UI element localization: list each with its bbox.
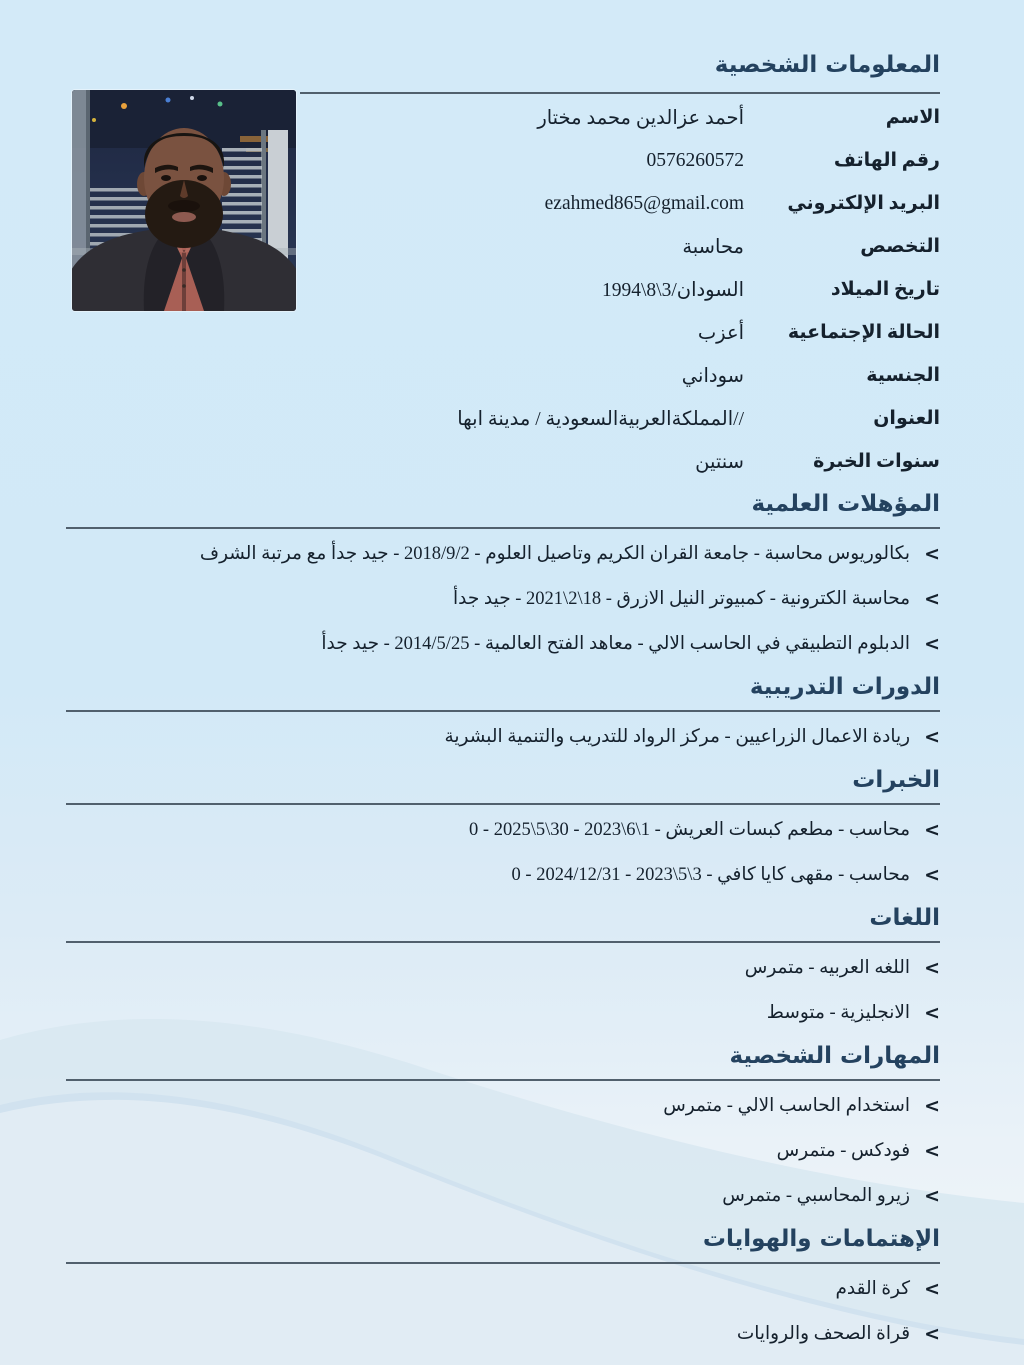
sections bbox=[66, 483, 940, 1356]
chevron-bullet-icon: < bbox=[924, 1094, 940, 1117]
list-item bbox=[66, 576, 940, 621]
field-label: تاريخ الميلاد bbox=[830, 279, 940, 300]
list-item-text: الانجليزية - متوسط bbox=[766, 1002, 911, 1023]
section-items bbox=[66, 1264, 940, 1356]
field-value: ezahmed865@gmail.com bbox=[544, 192, 744, 214]
field-label: رقم الهاتف bbox=[833, 150, 940, 171]
list-item-text: محاسبة الكترونية - كمبيوتر النيل الازرق - 18\2\2021 - جيد جدأ bbox=[452, 588, 911, 609]
section-items bbox=[66, 529, 940, 666]
cv-section bbox=[66, 1035, 940, 1218]
field-value: أعزب bbox=[697, 322, 744, 344]
section-title: الإهتمامات والهوايات bbox=[702, 1226, 940, 1252]
list-item bbox=[66, 1311, 940, 1356]
list-item bbox=[66, 1266, 940, 1311]
list-item-text: بكالوريوس محاسبة - جامعة القران الكريم وتاصيل العلوم - 2018/9/2 - جيد جدأ مع مرتبة الشرف bbox=[199, 543, 911, 564]
section-items bbox=[66, 943, 940, 1035]
personal-field-row bbox=[66, 397, 940, 440]
cv-section bbox=[66, 1218, 940, 1356]
field-label: الاسم bbox=[885, 107, 940, 128]
list-item bbox=[66, 714, 940, 759]
personal-field-row bbox=[66, 440, 940, 483]
cv-section bbox=[66, 483, 940, 666]
field-label: الجنسية bbox=[866, 365, 940, 386]
personal-field-row bbox=[66, 354, 940, 397]
list-item bbox=[66, 852, 940, 897]
personal-field-row bbox=[66, 311, 940, 354]
cv-section bbox=[66, 666, 940, 759]
section-title: المهارات الشخصية bbox=[729, 1043, 940, 1069]
field-value: سوداني bbox=[681, 365, 744, 387]
list-item-text: كرة القدم bbox=[835, 1278, 911, 1299]
field-value: سنتين bbox=[695, 451, 744, 473]
chevron-bullet-icon: < bbox=[924, 956, 940, 979]
field-label: سنوات الخبرة bbox=[813, 451, 940, 472]
section-title: اللغات bbox=[869, 905, 940, 931]
list-item bbox=[66, 1173, 940, 1218]
field-value: أحمد عزالدين محمد مختار bbox=[537, 107, 744, 129]
section-items bbox=[66, 1081, 940, 1218]
list-item bbox=[66, 990, 940, 1035]
chevron-bullet-icon: < bbox=[924, 1277, 940, 1300]
field-value: //المملكةالعربيةالسعودية / مدينة ابها bbox=[457, 408, 744, 430]
cv-section bbox=[66, 897, 940, 1035]
field-value: محاسبة bbox=[682, 236, 744, 258]
portrait-illustration bbox=[72, 90, 296, 311]
chevron-bullet-icon: < bbox=[924, 632, 940, 655]
list-item bbox=[66, 807, 940, 852]
field-value: 0576260572 bbox=[646, 149, 744, 171]
personal-info-title: المعلومات الشخصية bbox=[714, 52, 940, 78]
chevron-bullet-icon: < bbox=[924, 725, 940, 748]
chevron-bullet-icon: < bbox=[924, 542, 940, 565]
chevron-bullet-icon: < bbox=[924, 1184, 940, 1207]
list-item-text: فودكس - متمرس bbox=[776, 1140, 911, 1161]
cv-section bbox=[66, 759, 940, 897]
list-item-text: اللغه العربيه - متمرس bbox=[744, 957, 911, 978]
field-label: العنوان bbox=[873, 408, 940, 429]
chevron-bullet-icon: < bbox=[924, 587, 940, 610]
chevron-bullet-icon: < bbox=[924, 1139, 940, 1162]
chevron-bullet-icon: < bbox=[924, 818, 940, 841]
section-title: الخبرات bbox=[852, 767, 940, 793]
list-item bbox=[66, 945, 940, 990]
section-title: الدورات التدريبية bbox=[749, 674, 940, 700]
field-label: التخصص bbox=[860, 236, 940, 257]
section-items bbox=[66, 805, 940, 897]
list-item-text: محاسب - مطعم كبسات العريش - 1\6\2023 - 30\5\2025 - 0 bbox=[469, 819, 911, 840]
field-label: الحالة الإجتماعية bbox=[787, 322, 940, 343]
list-item bbox=[66, 1128, 940, 1173]
section-title: المؤهلات العلمية bbox=[751, 491, 940, 517]
list-item-text: زيرو المحاسبي - متمرس bbox=[722, 1185, 911, 1206]
list-item-text: الدبلوم التطبيقي في الحاسب الالي - معاهد الفتح العالمية - 2014/5/25 - جيد جدأ bbox=[321, 633, 911, 654]
field-value: السودان/3\8\1994 bbox=[601, 279, 744, 301]
profile-photo bbox=[72, 90, 296, 311]
list-item-text: محاسب - مقهى كايا كافي - 3\5\2023 - 2024/12/31 - 0 bbox=[511, 864, 911, 885]
list-item-text: استخدام الحاسب الالي - متمرس bbox=[663, 1095, 911, 1116]
list-item bbox=[66, 621, 940, 666]
section-items bbox=[66, 712, 940, 759]
field-label: البريد الإلكتروني bbox=[787, 193, 940, 214]
list-item-text: ريادة الاعمال الزراعيين - مركز الرواد للتدريب والتنمية البشرية bbox=[444, 726, 911, 747]
chevron-bullet-icon: < bbox=[924, 863, 940, 886]
chevron-bullet-icon: < bbox=[924, 1001, 940, 1024]
list-item bbox=[66, 1083, 940, 1128]
chevron-bullet-icon: < bbox=[924, 1322, 940, 1345]
list-item bbox=[66, 531, 940, 576]
section-divider bbox=[300, 92, 940, 94]
list-item-text: قراة الصحف والروايات bbox=[736, 1323, 911, 1344]
